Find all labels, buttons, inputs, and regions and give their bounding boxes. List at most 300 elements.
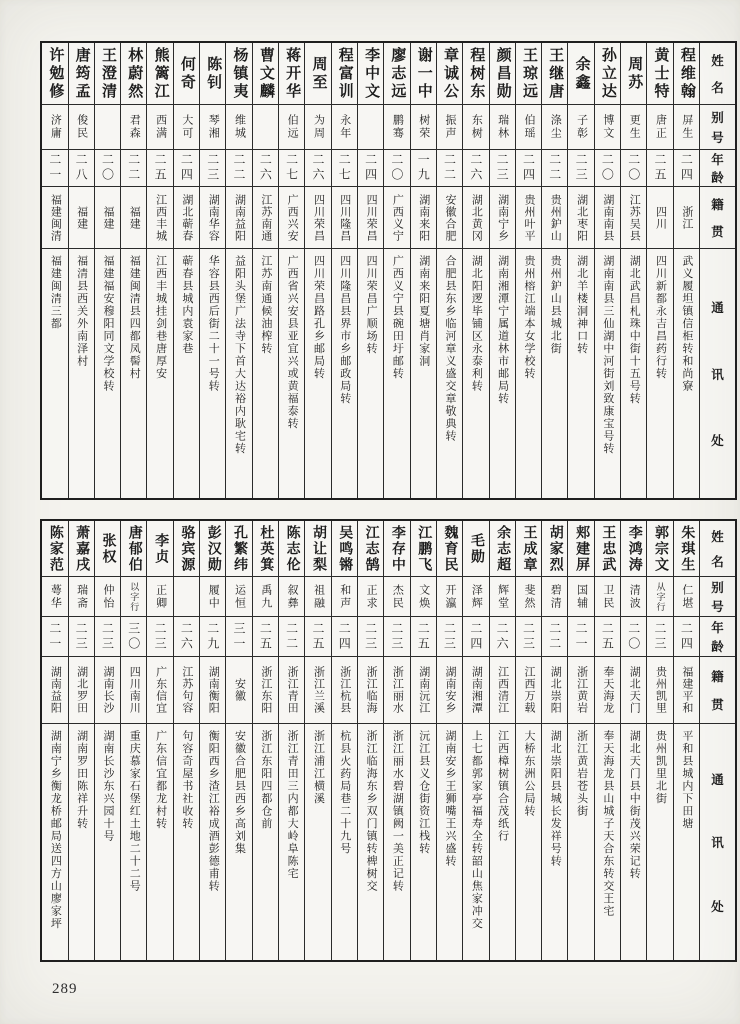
cell-native-place [305, 657, 330, 724]
cell-age [411, 150, 436, 187]
alias-text: 叙彝 [286, 583, 299, 610]
page-number: 289 [52, 981, 78, 997]
cell-address [332, 724, 357, 960]
cell-address [674, 249, 699, 498]
cell-address [437, 249, 462, 498]
header-native-place [700, 187, 735, 249]
cell-alias [384, 577, 409, 617]
address-text: 句容奇屋书社收转 [180, 730, 193, 830]
native-place-text: 福建平和 [680, 666, 693, 714]
address-text: 湖南南县三仙湖中河街刘致康宝号转 [601, 255, 614, 455]
cell-native-place [411, 187, 436, 249]
alias-text: 正求 [365, 583, 378, 610]
cell-native-place [384, 187, 409, 249]
cell-age [42, 150, 67, 187]
address-text: 贵州鈩山县城北街 [549, 255, 562, 355]
cell-age [332, 617, 357, 657]
cell-name [621, 43, 646, 105]
registry-entry [436, 43, 462, 498]
name-text: 黄士特 [652, 46, 669, 101]
address-text: 湖南来阳夏塘肖家洞 [417, 255, 430, 368]
cell-alias [174, 105, 199, 150]
age-text: 二六 [258, 153, 273, 183]
native-place-text: 湖北蕲春 [180, 193, 193, 242]
cell-name [516, 43, 541, 105]
cell-name [200, 43, 225, 105]
age-text: 二二 [126, 153, 141, 183]
alias-text: 以字行 [129, 581, 140, 612]
cell-alias [463, 577, 488, 617]
address-text: 蕲春县城内袁家巷 [180, 255, 193, 355]
header-char: 籍 [711, 670, 724, 684]
registry-entry [225, 43, 251, 498]
cell-age [305, 150, 330, 187]
cell-alias [95, 105, 120, 150]
cell-address [69, 249, 94, 498]
cell-name [674, 521, 699, 577]
name-text: 郭宗文 [653, 524, 669, 573]
cell-alias [516, 577, 541, 617]
alias-text: 振声 [444, 114, 457, 140]
native-place-text: 福建 [101, 205, 114, 230]
cell-alias [674, 105, 699, 150]
header-char: 讯 [711, 836, 724, 850]
cell-alias [542, 577, 567, 617]
cell-native-place [174, 187, 199, 249]
cell-native-place [358, 187, 383, 249]
age-text: 二四 [337, 621, 352, 652]
age-text: 二六 [310, 153, 325, 183]
alias-text: 俊民 [75, 114, 88, 140]
cell-alias [542, 105, 567, 150]
address-text: 湖北崇阳县城长发祥号转 [549, 730, 562, 868]
cell-age [647, 150, 672, 187]
registry-entry [594, 521, 620, 960]
cell-native-place [595, 187, 620, 249]
header-char: 号 [711, 131, 724, 146]
cell-address [358, 249, 383, 498]
cell-age [437, 150, 462, 187]
native-place-text: 浙江兰溪 [312, 666, 325, 714]
registry-entry [515, 521, 541, 960]
name-text: 周至 [310, 55, 327, 92]
header-char: 名 [711, 80, 724, 95]
cell-age [463, 150, 488, 187]
cell-native-place [621, 657, 646, 724]
age-text: 二七 [284, 153, 299, 183]
native-place-text: 四川隆昌 [338, 193, 351, 242]
name-text: 余鑫 [573, 55, 590, 92]
cell-age [121, 150, 146, 187]
age-text: 二六 [468, 153, 483, 183]
cell-address [542, 724, 567, 960]
age-text: 二〇 [626, 621, 641, 652]
address-text: 广东信宜都龙村转 [154, 730, 167, 830]
cell-address [463, 724, 488, 960]
header-char: 通 [711, 300, 724, 315]
cell-alias [516, 105, 541, 150]
alias-text: 子彰 [575, 114, 588, 140]
age-text: 二三 [205, 153, 220, 183]
registry-entry [199, 521, 225, 960]
alias-text: 卫民 [601, 583, 614, 610]
age-text: 二〇 [389, 153, 404, 183]
address-text: 浙江青田三内都大岭阜陈宅 [286, 730, 299, 880]
cell-alias [674, 577, 699, 617]
cell-name [411, 521, 436, 577]
registry-entry [278, 43, 304, 498]
cell-address [253, 724, 278, 960]
registry-entry [410, 521, 436, 960]
name-text: 张权 [100, 532, 116, 565]
cell-age [305, 617, 330, 657]
native-place-text: 湖南沅江 [417, 666, 430, 714]
cell-address [147, 249, 172, 498]
header-char: 籍 [711, 198, 724, 213]
alias-text: 泽辉 [470, 583, 483, 610]
cell-native-place [621, 187, 646, 249]
registry-entry [462, 521, 488, 960]
header-address [700, 724, 735, 960]
age-text: 二一 [574, 621, 589, 652]
address-text: 四川新都永吉昌药行转 [654, 255, 667, 380]
cell-native-place [411, 657, 436, 724]
cell-name [621, 521, 646, 577]
native-place-text: 浙江临海 [365, 666, 378, 714]
alias-text: 瑞斋 [75, 583, 88, 610]
cell-age [621, 150, 646, 187]
age-text: 二八 [74, 153, 89, 183]
cell-age [384, 150, 409, 187]
cell-alias [463, 105, 488, 150]
cell-address [411, 249, 436, 498]
native-place-text: 福建 [128, 205, 141, 230]
age-text: 二六 [179, 621, 194, 652]
address-text: 浙江浦江横溪 [312, 730, 325, 805]
cell-alias [147, 577, 172, 617]
cell-native-place [384, 657, 409, 724]
cell-alias [621, 105, 646, 150]
address-text: 大桥东洲公局转 [522, 730, 535, 818]
name-text: 陈钊 [205, 55, 222, 92]
alias-text: 正卿 [154, 583, 167, 610]
cell-native-place [42, 187, 67, 249]
cell-age [516, 150, 541, 187]
cell-native-place [568, 187, 593, 249]
cell-native-place [595, 657, 620, 724]
cell-alias [253, 105, 278, 150]
cell-native-place [674, 187, 699, 249]
cell-alias [332, 105, 357, 150]
name-text: 胡让梨 [310, 524, 326, 573]
header-char: 通 [711, 772, 724, 787]
cell-name [253, 521, 278, 577]
native-place-text: 江西丰城 [154, 193, 167, 242]
name-text: 萧嘉戌 [74, 524, 90, 573]
cell-address [42, 724, 67, 960]
registry-entry [331, 43, 357, 498]
age-text: 二一 [47, 153, 62, 183]
cell-name [147, 521, 172, 577]
cell-native-place [358, 657, 383, 724]
cell-address [621, 724, 646, 960]
cell-native-place [305, 187, 330, 249]
address-text: 湖北武昌札珠中街十五号转 [628, 255, 641, 405]
cell-address [568, 724, 593, 960]
registry-entry [199, 43, 225, 498]
cell-alias [226, 577, 251, 617]
header-char: 年 [711, 621, 724, 635]
cell-alias [437, 105, 462, 150]
age-text: 二三 [521, 621, 536, 652]
cell-age [226, 150, 251, 187]
native-place-text: 湖南安乡 [444, 666, 457, 714]
registry-entry [146, 521, 172, 960]
address-text: 杭县火药局巷二十九号 [338, 730, 351, 855]
cell-alias [305, 577, 330, 617]
native-place-text: 湖南益阳 [233, 193, 246, 242]
name-text: 孔繁纬 [232, 524, 248, 573]
cell-age [490, 617, 515, 657]
cell-name [411, 43, 436, 105]
address-text: 益阳头堡广法寺下首大达裕内耿宅转 [233, 255, 246, 455]
cell-address [305, 724, 330, 960]
registry-entry [304, 43, 330, 498]
native-place-text: 浙江东阳 [259, 666, 272, 714]
cell-name [595, 521, 620, 577]
cell-name [358, 521, 383, 577]
cell-alias [121, 577, 146, 617]
cell-age [253, 150, 278, 187]
name-text: 李鸿涛 [626, 524, 642, 573]
cell-address [226, 724, 251, 960]
address-text: 浙江黄岩苍头街 [575, 730, 588, 818]
cell-address [595, 249, 620, 498]
alias-text: 清波 [628, 583, 641, 610]
cell-age [490, 150, 515, 187]
registry-entry [252, 521, 278, 960]
name-text: 吴鸣锵 [337, 524, 353, 573]
native-place-text: 福建 [75, 205, 88, 230]
cell-native-place [516, 187, 541, 249]
name-text: 骆宾源 [179, 524, 195, 573]
cell-native-place [437, 187, 462, 249]
address-text: 湖北天门县中街茂兴荣记转 [628, 730, 641, 880]
native-place-text: 江苏南通 [259, 193, 272, 242]
cell-name [42, 521, 67, 577]
cell-alias [226, 105, 251, 150]
age-text: 二三 [100, 621, 115, 652]
cell-address [542, 249, 567, 498]
cell-name [568, 521, 593, 577]
age-text: 二四 [363, 153, 378, 183]
registry-entry [357, 43, 383, 498]
age-text: 二五 [416, 621, 431, 652]
name-text: 陈志伦 [284, 524, 300, 573]
registry-entry [541, 521, 567, 960]
cell-native-place [69, 187, 94, 249]
alias-text: 伯远 [286, 114, 299, 140]
age-text: 二二 [442, 153, 457, 183]
alias-text: 君森 [128, 114, 141, 140]
cell-alias [411, 105, 436, 150]
cell-age [516, 617, 541, 657]
age-text: 二三 [389, 621, 404, 652]
cell-address [121, 724, 146, 960]
native-place-text: 湖南湘潭 [470, 666, 483, 714]
header-char: 处 [711, 899, 724, 914]
cell-native-place [279, 187, 304, 249]
cell-native-place [226, 187, 251, 249]
native-place-text: 广东信宜 [154, 666, 167, 714]
cell-native-place [463, 657, 488, 724]
age-text: 二三 [153, 621, 168, 652]
cell-alias [358, 577, 383, 617]
cell-name [332, 43, 357, 105]
registry-table-top [40, 41, 737, 500]
alias-text: 瑞林 [496, 114, 509, 140]
registry-entry [173, 521, 199, 960]
cell-address [305, 249, 330, 498]
cell-alias [95, 577, 120, 617]
alias-text: 从字行 [655, 581, 666, 612]
cell-alias [358, 105, 383, 150]
cell-age [542, 150, 567, 187]
registry-entry [42, 43, 67, 498]
cell-name [437, 521, 462, 577]
cell-alias [200, 577, 225, 617]
cell-name [490, 521, 515, 577]
native-place-text: 广西兴安 [286, 193, 299, 242]
cell-name [332, 521, 357, 577]
alias-text: 文焕 [417, 583, 430, 610]
name-text: 杨镇夷 [231, 46, 248, 101]
address-text: 湖南安乡王狮嘴王兴盛转 [444, 730, 457, 868]
cell-name [647, 43, 672, 105]
cell-native-place [674, 657, 699, 724]
header-char: 龄 [711, 640, 724, 654]
alias-text: 开瀛 [444, 583, 457, 610]
cell-alias [69, 577, 94, 617]
registry-entry [304, 521, 330, 960]
name-text: 孙立达 [599, 46, 616, 101]
address-text: 江西丰城挂剑巷唐厚安 [154, 255, 167, 380]
cell-age [253, 617, 278, 657]
cell-address [200, 249, 225, 498]
name-text: 陈家范 [47, 524, 63, 573]
name-text: 魏育民 [442, 524, 458, 573]
cell-alias [647, 577, 672, 617]
cell-native-place [200, 187, 225, 249]
header-name [700, 521, 735, 577]
address-text: 武义履坦镇信柜转和尚寮 [680, 255, 693, 393]
cell-name [437, 43, 462, 105]
cell-alias [411, 577, 436, 617]
cell-address [647, 249, 672, 498]
address-text: 湖北阳逻毕铺区永泰利转 [470, 255, 483, 393]
address-text: 四川荣昌路孔乡邮局转 [312, 255, 325, 380]
age-text: 二五 [600, 621, 615, 652]
alias-text: 祖融 [312, 583, 325, 610]
cell-address [332, 249, 357, 498]
cell-native-place [121, 187, 146, 249]
registry-entry [567, 521, 593, 960]
registry-entry [383, 43, 409, 498]
age-text: 二〇 [626, 153, 641, 183]
alias-text: 涤尘 [549, 114, 562, 140]
name-text: 蒋开华 [284, 46, 301, 101]
cell-name [305, 43, 330, 105]
cell-name [42, 43, 67, 105]
name-text: 廖志远 [389, 46, 406, 101]
cell-age [358, 150, 383, 187]
native-place-text: 贵州鈩山 [549, 193, 562, 242]
registry-entry [146, 43, 172, 498]
cell-address [595, 724, 620, 960]
cell-native-place [332, 187, 357, 249]
cell-native-place [121, 657, 146, 724]
cell-alias [279, 105, 304, 150]
cell-age [174, 617, 199, 657]
registry-entry [173, 43, 199, 498]
alias-text: 维城 [233, 114, 246, 140]
age-text: 二一 [47, 621, 62, 652]
cell-address [411, 724, 436, 960]
name-text: 彭汉勋 [205, 524, 221, 573]
registry-table-bottom [40, 519, 737, 962]
cell-age [595, 150, 620, 187]
address-text: 福清县西关外南泽村 [75, 255, 88, 368]
address-text: 四川荣昌广顺场转 [365, 255, 378, 355]
name-text: 曹文麟 [257, 46, 274, 101]
cell-address [384, 724, 409, 960]
alias-text: 鹏骞 [391, 114, 404, 140]
cell-age [411, 617, 436, 657]
cell-native-place [95, 657, 120, 724]
cell-native-place [226, 657, 251, 724]
age-text: 三一 [232, 621, 247, 652]
native-place-text: 浙江青田 [286, 666, 299, 714]
alias-text: 东树 [470, 114, 483, 140]
native-place-text: 湖南南县 [601, 193, 614, 242]
cell-alias [147, 105, 172, 150]
age-text: 二九 [205, 621, 220, 652]
cell-name [121, 43, 146, 105]
alias-text: 屏生 [680, 114, 693, 140]
header-char: 号 [711, 600, 724, 614]
native-place-text: 浙江杭县 [338, 666, 351, 714]
cell-address [200, 724, 225, 960]
cell-address [279, 724, 304, 960]
alias-text: 为周 [312, 114, 325, 140]
alias-text: 大可 [180, 114, 193, 140]
cell-age [647, 617, 672, 657]
header-column [699, 521, 735, 960]
registry-entry [436, 521, 462, 960]
registry-entry [515, 43, 541, 498]
header-alias [700, 577, 735, 617]
cell-name [253, 43, 278, 105]
cell-native-place [147, 657, 172, 724]
age-text: 二六 [495, 621, 510, 652]
header-char: 龄 [711, 171, 724, 185]
age-text: 二二 [232, 153, 247, 183]
cell-address [516, 724, 541, 960]
native-place-text: 湖南来阳 [417, 193, 430, 242]
cell-name [147, 43, 172, 105]
cell-age [69, 617, 94, 657]
cell-address [42, 249, 67, 498]
